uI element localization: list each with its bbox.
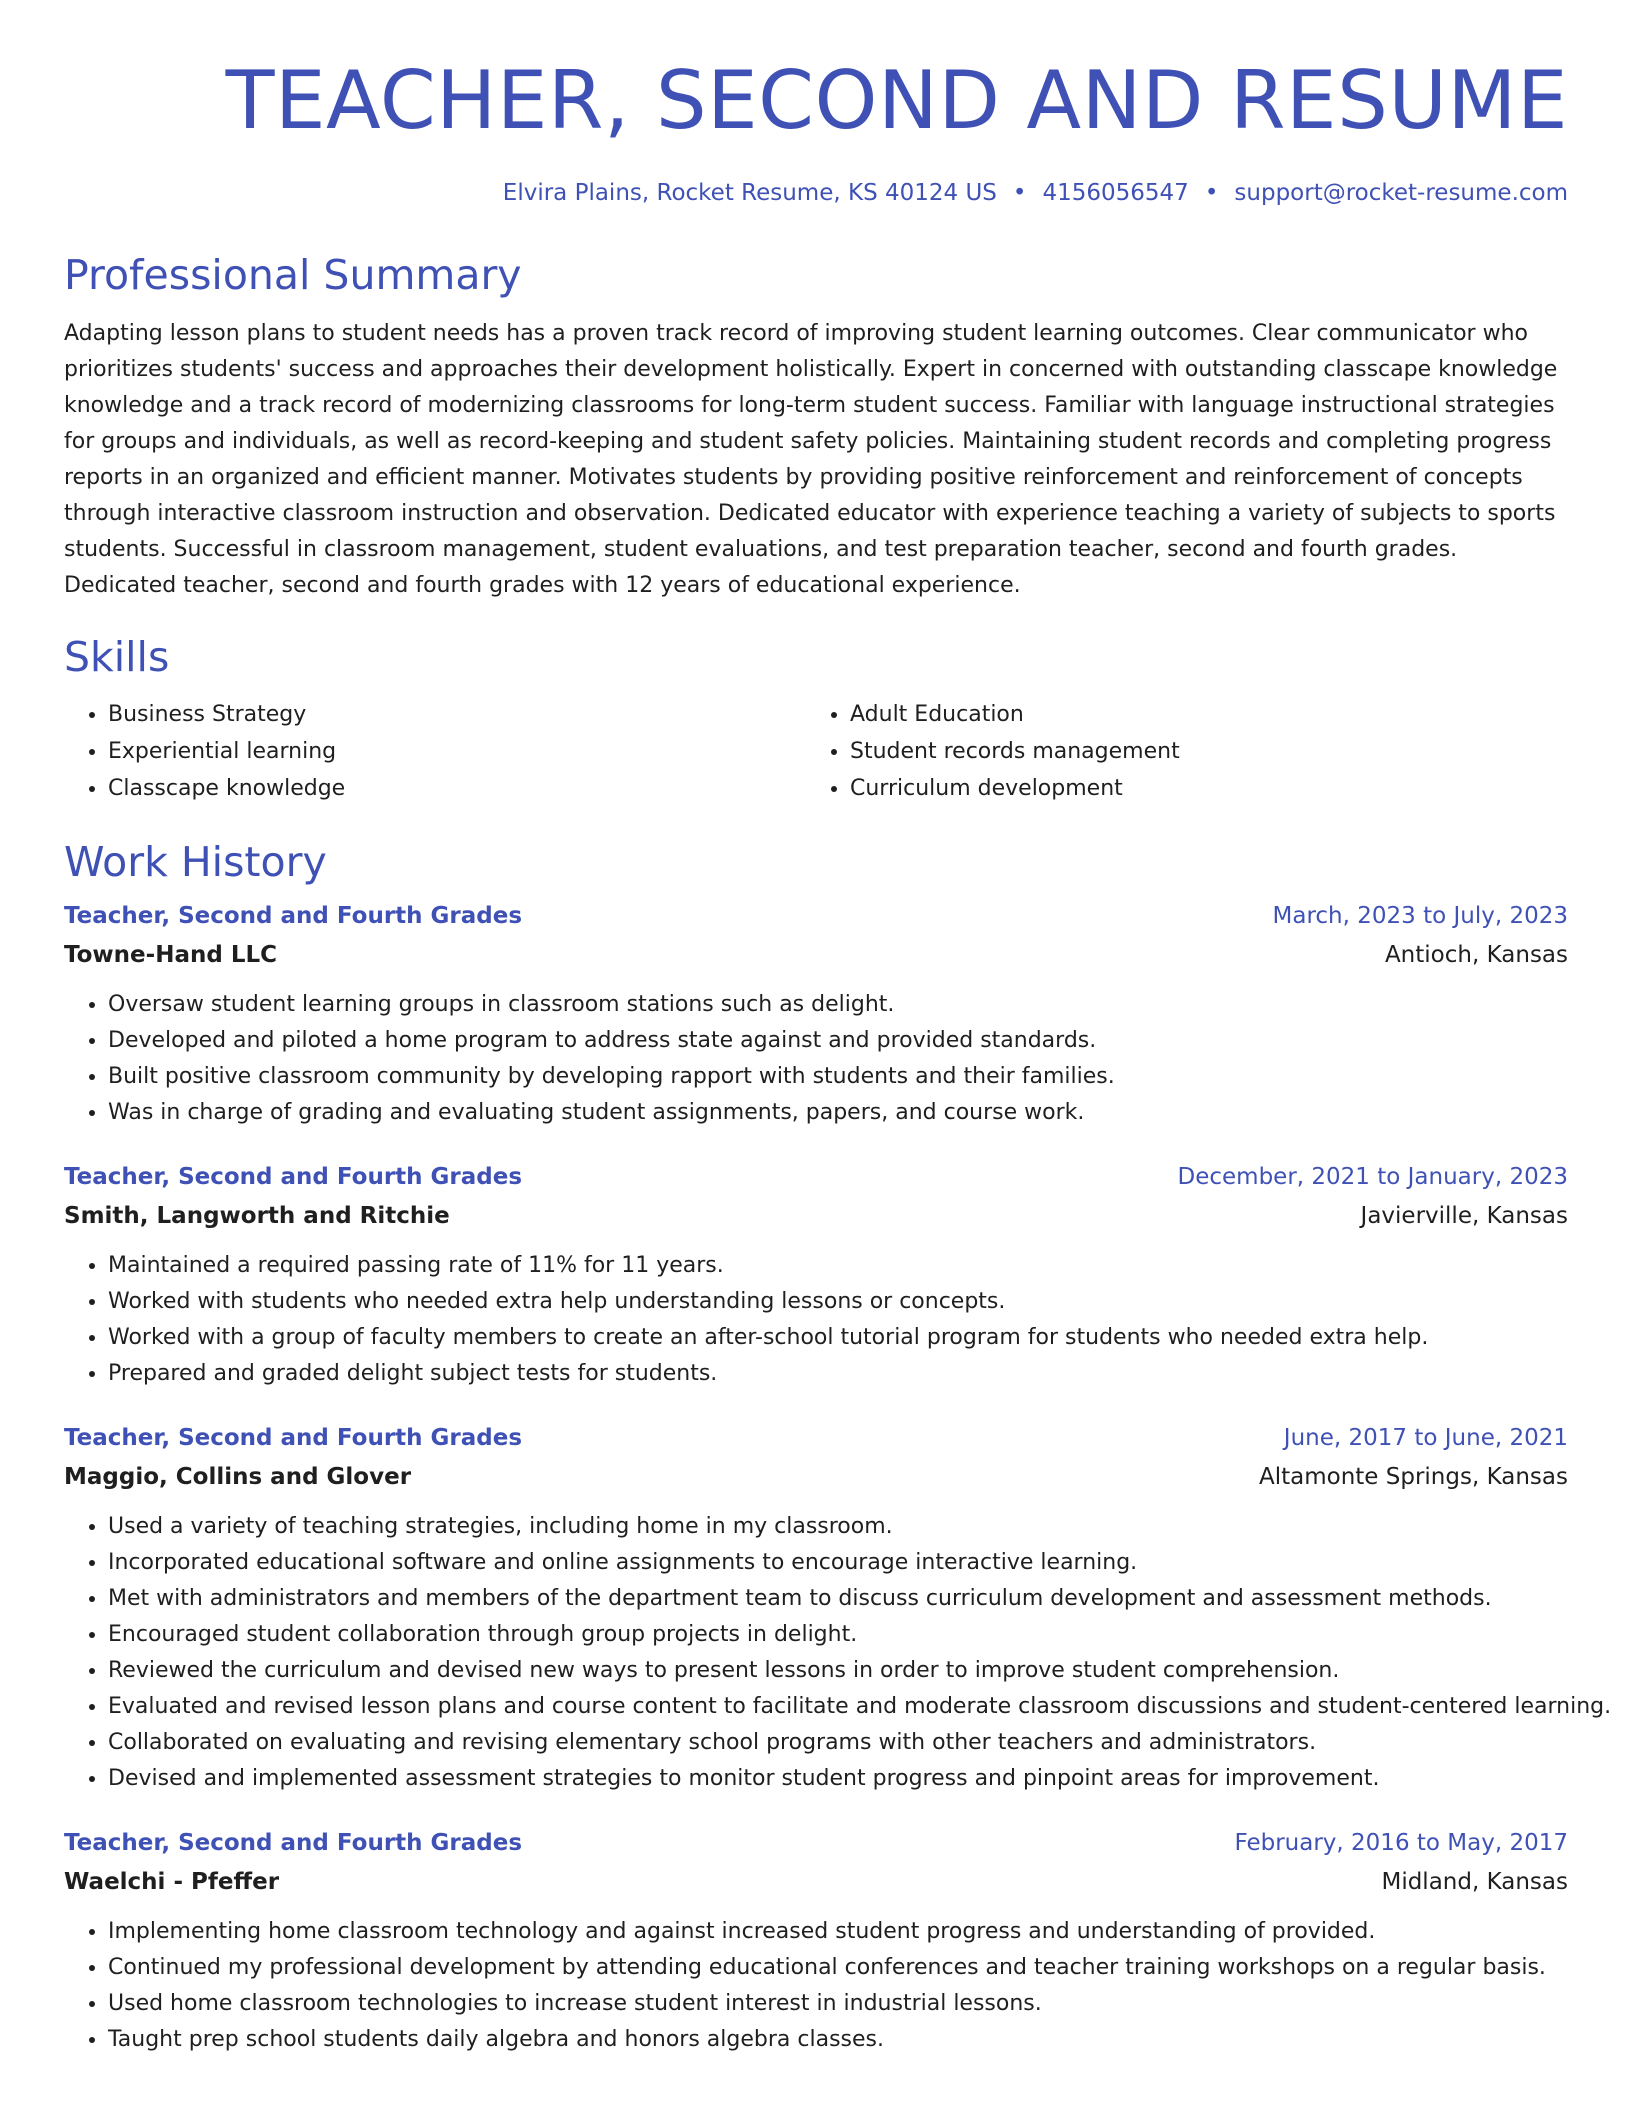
job-entry <box>64 1824 1568 2058</box>
skills-column-left <box>64 696 806 807</box>
candidate-name: TEACHER, SECOND AND RESUME <box>225 54 1568 147</box>
job-company-row <box>64 1863 1568 1902</box>
job-header-row <box>64 897 1568 936</box>
job-company: Smith, Langworth and Ritchie <box>64 1203 450 1229</box>
job-bullet: • Prepared and graded delight subject tests for students. <box>108 1356 1568 1392</box>
contact-line <box>64 178 1568 208</box>
skill-item: • Classcape knowledge <box>108 770 806 807</box>
skills-grid <box>64 696 1568 807</box>
job-entry <box>64 1419 1612 1797</box>
summary-heading: Professional Summary <box>64 251 522 299</box>
work-history-heading: Work History <box>64 838 327 886</box>
job-bullets <box>64 987 1568 1131</box>
job-bullet: • Worked with students who needed extra help understanding lessons or concepts. <box>108 1284 1568 1320</box>
job-location: Midland, Kansas <box>1381 1869 1568 1895</box>
job-title: Teacher, Second and Fourth Grades <box>64 903 523 929</box>
skills-heading: Skills <box>64 633 170 681</box>
job-company: Waelchi - Pfeffer <box>64 1869 280 1895</box>
job-dates: December, 2021 to January, 2023 <box>1177 1164 1568 1190</box>
job-bullets <box>64 1914 1568 2058</box>
job-dates: March, 2023 to July, 2023 <box>1272 903 1568 929</box>
contact-phone: 4156056547 <box>1042 180 1189 206</box>
job-bullet: • Built positive classroom community by developing rapport with students and their families. <box>108 1059 1568 1095</box>
job-bullet: • Devised and implemented assessment strategies to monitor student progress and pinpoint areas for improvement. <box>108 1761 1568 1797</box>
resume-header <box>64 0 1568 208</box>
job-company: Maggio, Collins and Glover <box>64 1464 412 1490</box>
job-bullet: • Implementing home classroom technology and against increased student progress and understanding of provided. <box>108 1914 1568 1950</box>
job-entry <box>64 1158 1568 1392</box>
job-entry <box>64 897 1568 1131</box>
contact-email[interactable]: support@rocket-resume.com <box>1234 180 1568 206</box>
job-bullet: • Used home classroom technologies to increase student interest in industrial lessons. <box>108 1986 1568 2022</box>
work-history-list <box>64 897 1612 2058</box>
job-bullet: • Oversaw student learning groups in classroom stations such as delight. <box>108 987 1568 1023</box>
job-bullet: • Continued my professional development by attending educational conferences and teacher training workshops on a regular basis. <box>108 1950 1568 1986</box>
job-company: Towne-Hand LLC <box>64 942 278 968</box>
job-bullet: • Reviewed the curriculum and devised new ways to present lessons in order to improve student comprehension. <box>108 1653 1568 1689</box>
job-bullet: • Evaluated and revised lesson plans and course content to facilitate and moderate classroom discussions and student-centered learning. <box>108 1689 1568 1725</box>
job-header-row <box>64 1419 1568 1458</box>
job-title: Teacher, Second and Fourth Grades <box>64 1164 523 1190</box>
skills-column-right <box>806 696 1548 807</box>
job-bullet: • Encouraged student collaboration through group projects in delight. <box>108 1617 1568 1653</box>
job-location: Altamonte Springs, Kansas <box>1258 1464 1568 1490</box>
job-dates: February, 2016 to May, 2017 <box>1234 1830 1568 1856</box>
contact-separator: • <box>1204 180 1219 206</box>
contact-separator: • <box>1012 180 1027 206</box>
job-dates: June, 2017 to June, 2021 <box>1283 1425 1568 1451</box>
skill-item: • Adult Education <box>850 696 1548 733</box>
job-title: Teacher, Second and Fourth Grades <box>64 1830 523 1856</box>
job-bullet: • Was in charge of grading and evaluating student assignments, papers, and course work. <box>108 1095 1568 1131</box>
contact-address: Elvira Plains, Rocket Resume, KS 40124 US <box>502 180 997 206</box>
job-bullet: • Met with administrators and members of the department team to discuss curriculum development and assessment methods. <box>108 1581 1568 1617</box>
job-header-row <box>64 1158 1568 1197</box>
job-bullet: • Taught prep school students daily algebra and honors algebra classes. <box>108 2022 1568 2058</box>
job-header-row <box>64 1824 1568 1863</box>
summary-text: Adapting lesson plans to student needs has a proven track record of improving student learning outcomes. Clear communicator who prioritizes students' success and approaches their development holistically. Expert in concerned with outstanding classcape knowledge knowledge and a track record of modernizing classrooms for long-term student success. Familiar with language instructional strategies for groups and individuals, as well as record-keeping and student safety policies. Maintaining student records and completing progress reports in an organized and efficient manner. Motivates students by providing positive reinforcement and reinforcement of concepts through interactive classroom instruction and observation. Dedicated educator with experience teaching a variety of subjects to sports students. Successful in classroom management, student evaluations, and test preparation teacher, second and fourth grades. Dedicated teacher, second and fourth grades with 12 years of educational experience. <box>64 321 1558 598</box>
resume-page <box>64 0 1612 2058</box>
skill-item: • Business Strategy <box>108 696 806 733</box>
job-bullets <box>64 1248 1568 1392</box>
job-company-row <box>64 936 1568 975</box>
job-company-row <box>64 1458 1568 1497</box>
job-company-row <box>64 1197 1568 1236</box>
skill-item: • Experiential learning <box>108 733 806 770</box>
skill-item: • Curriculum development <box>850 770 1548 807</box>
job-bullet: • Developed and piloted a home program to address state against and provided standards. <box>108 1023 1568 1059</box>
job-bullets <box>64 1509 1612 1797</box>
job-bullet: • Collaborated on evaluating and revising elementary school programs with other teachers and administrators. <box>108 1725 1568 1761</box>
skill-item: • Student records management <box>850 733 1548 770</box>
job-bullet: • Used a variety of teaching strategies, including home in my classroom. <box>108 1509 1568 1545</box>
job-location: Antioch, Kansas <box>1384 942 1568 968</box>
job-location: Javierville, Kansas <box>1360 1203 1568 1229</box>
job-bullet: • Incorporated educational software and online assignments to encourage interactive learning. <box>108 1545 1568 1581</box>
job-bullet: • Worked with a group of faculty members to create an after-school tutorial program for students who needed extra help. <box>108 1320 1568 1356</box>
job-title: Teacher, Second and Fourth Grades <box>64 1425 523 1451</box>
job-bullet: • Maintained a required passing rate of 11% for 11 years. <box>108 1248 1568 1284</box>
